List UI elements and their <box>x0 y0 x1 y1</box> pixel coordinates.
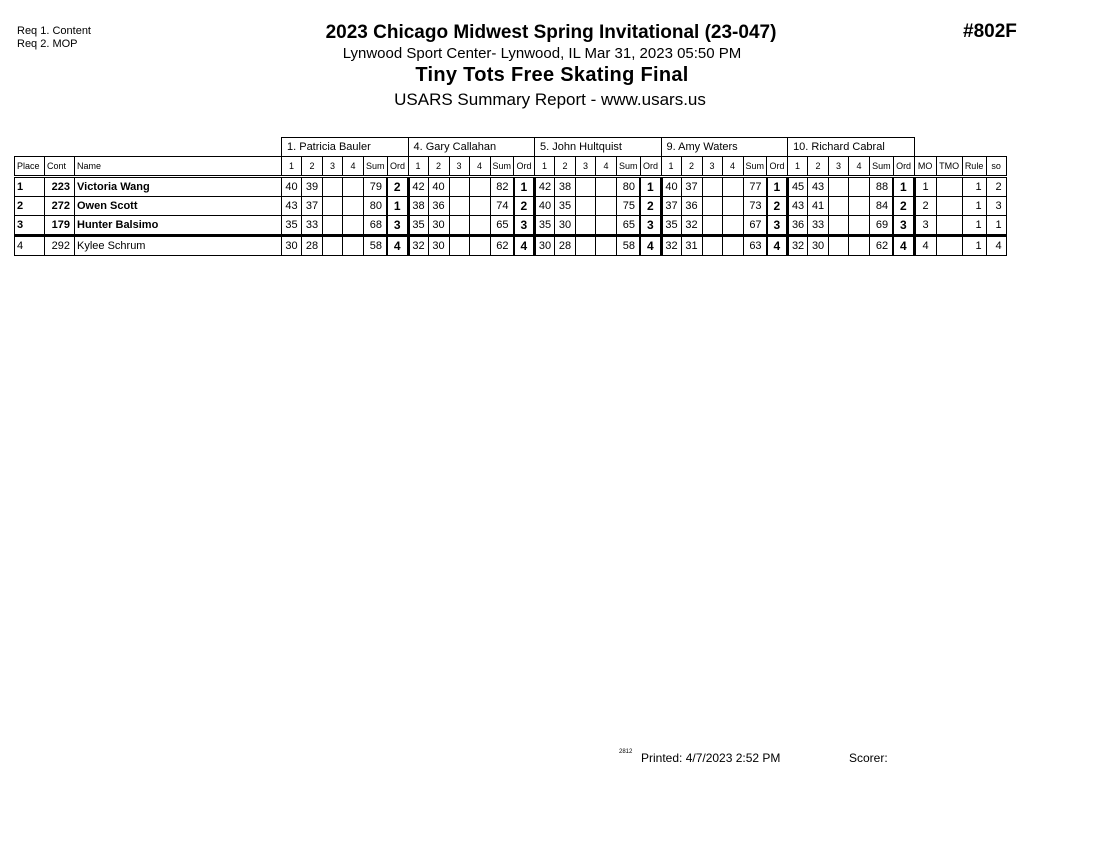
mark-cell: 35 <box>555 197 576 216</box>
col-mark: 1 <box>535 157 555 177</box>
mark-cell: 30 <box>535 236 555 256</box>
req-line-2: Req 2. MOP <box>17 38 78 50</box>
col-mo: MO <box>914 157 936 177</box>
ord-cell: 1 <box>767 177 788 197</box>
ord-cell: 1 <box>514 177 535 197</box>
mark-cell: 38 <box>408 197 428 216</box>
col-ord: Ord <box>640 157 661 177</box>
sum-cell: 68 <box>364 216 388 236</box>
mark-cell <box>343 197 364 216</box>
col-so: so <box>986 157 1006 177</box>
judge-name: 1. Patricia Bauler <box>282 138 409 157</box>
mark-cell: 35 <box>282 216 302 236</box>
mark-cell <box>469 216 490 236</box>
sum-cell: 79 <box>364 177 388 197</box>
mark-cell: 30 <box>428 236 449 256</box>
ord-cell: 3 <box>640 216 661 236</box>
sum-cell: 69 <box>870 216 894 236</box>
mark-cell <box>722 177 743 197</box>
col-mark: 3 <box>829 157 849 177</box>
col-mark: 3 <box>449 157 469 177</box>
mark-cell <box>849 197 870 216</box>
mark-cell <box>702 197 722 216</box>
mark-cell <box>829 177 849 197</box>
tmo-cell <box>936 216 962 236</box>
col-mark: 2 <box>808 157 829 177</box>
so-cell: 2 <box>986 177 1006 197</box>
col-sum: Sum <box>617 157 641 177</box>
mark-cell <box>596 236 617 256</box>
mark-cell <box>722 197 743 216</box>
mark-cell <box>596 177 617 197</box>
col-sum: Sum <box>743 157 767 177</box>
sum-cell: 62 <box>870 236 894 256</box>
mark-cell: 32 <box>408 236 428 256</box>
mark-cell: 37 <box>681 177 702 197</box>
mark-cell <box>829 197 849 216</box>
col-mark: 2 <box>555 157 576 177</box>
col-rule: Rule <box>962 157 986 177</box>
mark-cell <box>343 177 364 197</box>
skater-name: Owen Scott <box>75 197 282 216</box>
sum-cell: 84 <box>870 197 894 216</box>
sum-cell: 58 <box>364 236 388 256</box>
col-name: Name <box>75 157 282 177</box>
mark-cell: 32 <box>681 216 702 236</box>
mark-cell <box>343 216 364 236</box>
mark-cell: 43 <box>282 197 302 216</box>
mark-cell: 45 <box>788 177 808 197</box>
mark-cell: 40 <box>282 177 302 197</box>
sum-cell: 88 <box>870 177 894 197</box>
col-mark: 3 <box>323 157 343 177</box>
mark-cell <box>469 197 490 216</box>
rule-cell: 1 <box>962 236 986 256</box>
skater-name: Victoria Wang <box>75 177 282 197</box>
mark-cell <box>702 177 722 197</box>
scorer-label: Scorer: <box>849 751 888 765</box>
ord-cell: 3 <box>767 216 788 236</box>
col-place: Place <box>15 157 45 177</box>
event-number: #802F <box>963 21 1017 42</box>
ord-cell: 1 <box>640 177 661 197</box>
ord-cell: 4 <box>514 236 535 256</box>
mark-cell <box>722 216 743 236</box>
ord-cell: 2 <box>514 197 535 216</box>
mark-cell: 30 <box>808 236 829 256</box>
ord-cell: 1 <box>387 197 408 216</box>
mark-cell: 36 <box>681 197 702 216</box>
mark-cell: 35 <box>408 216 428 236</box>
mark-cell <box>449 236 469 256</box>
mark-cell: 31 <box>681 236 702 256</box>
cont-cell: 292 <box>45 236 75 256</box>
mark-cell <box>576 236 596 256</box>
competition-title: 2023 Chicago Midwest Spring Invitational (23-047) <box>325 22 777 43</box>
column-header-row <box>15 157 1007 177</box>
rule-cell: 1 <box>962 177 986 197</box>
sum-cell: 80 <box>364 197 388 216</box>
col-mark: 4 <box>722 157 743 177</box>
header-spacer <box>914 138 1006 157</box>
ord-cell: 3 <box>387 216 408 236</box>
mark-cell <box>323 197 343 216</box>
ord-cell: 2 <box>767 197 788 216</box>
cont-cell: 223 <box>45 177 75 197</box>
rule-cell: 1 <box>962 216 986 236</box>
col-mark: 4 <box>469 157 490 177</box>
col-ord: Ord <box>387 157 408 177</box>
skater-name: Hunter Balsimo <box>75 216 282 236</box>
ord-cell: 3 <box>514 216 535 236</box>
mark-cell: 36 <box>788 216 808 236</box>
sum-cell: 58 <box>617 236 641 256</box>
tmo-cell <box>936 197 962 216</box>
mark-cell: 40 <box>535 197 555 216</box>
event-name: Tiny Tots Free Skating Final <box>415 64 689 86</box>
ord-cell: 4 <box>893 236 914 256</box>
table-row <box>15 197 1007 216</box>
mark-cell: 33 <box>808 216 829 236</box>
mark-cell <box>722 236 743 256</box>
mark-cell <box>702 236 722 256</box>
mark-cell: 37 <box>661 197 681 216</box>
mark-cell: 28 <box>555 236 576 256</box>
mark-cell: 35 <box>535 216 555 236</box>
mark-cell <box>469 177 490 197</box>
mark-cell <box>849 177 870 197</box>
place-cell: 3 <box>15 216 45 236</box>
so-cell: 3 <box>986 197 1006 216</box>
mo-cell: 4 <box>914 236 936 256</box>
col-ord: Ord <box>767 157 788 177</box>
header-spacer <box>15 138 282 157</box>
venue-datetime: Lynwood Sport Center- Lynwood, IL Mar 31, 2023 05:50 PM <box>342 45 742 62</box>
ord-cell: 3 <box>893 216 914 236</box>
judge-name: 10. Richard Cabral <box>788 138 915 157</box>
ord-cell: 4 <box>387 236 408 256</box>
place-cell: 2 <box>15 197 45 216</box>
mark-cell: 42 <box>535 177 555 197</box>
table-row <box>15 236 1007 256</box>
sum-cell: 73 <box>743 197 767 216</box>
printed-timestamp: Printed: 4/7/2023 2:52 PM <box>641 751 781 765</box>
col-ord: Ord <box>514 157 535 177</box>
mark-cell <box>596 216 617 236</box>
col-mark: 4 <box>343 157 364 177</box>
table-row <box>15 177 1007 197</box>
mark-cell <box>323 236 343 256</box>
so-cell: 1 <box>986 216 1006 236</box>
col-mark: 1 <box>408 157 428 177</box>
skater-name: Kylee Schrum <box>75 236 282 256</box>
col-mark: 3 <box>576 157 596 177</box>
sum-cell: 65 <box>617 216 641 236</box>
sum-cell: 80 <box>617 177 641 197</box>
judge-name: 9. Amy Waters <box>661 138 788 157</box>
col-mark: 2 <box>428 157 449 177</box>
tmo-cell <box>936 236 962 256</box>
col-tmo: TMO <box>936 157 962 177</box>
mark-cell <box>323 177 343 197</box>
mark-cell: 41 <box>808 197 829 216</box>
col-cont: Cont <box>45 157 75 177</box>
mark-cell: 43 <box>808 177 829 197</box>
ord-cell: 2 <box>893 197 914 216</box>
mark-cell: 43 <box>788 197 808 216</box>
mark-cell: 30 <box>555 216 576 236</box>
mark-cell <box>343 236 364 256</box>
ord-cell: 2 <box>387 177 408 197</box>
mark-cell: 40 <box>428 177 449 197</box>
mark-cell <box>449 177 469 197</box>
mark-cell: 32 <box>788 236 808 256</box>
mo-cell: 3 <box>914 216 936 236</box>
rule-cell: 1 <box>962 197 986 216</box>
sum-cell: 77 <box>743 177 767 197</box>
footer-code: 2812 <box>619 749 633 755</box>
mark-cell: 30 <box>428 216 449 236</box>
sum-cell: 82 <box>490 177 514 197</box>
col-mark: 2 <box>302 157 323 177</box>
ord-cell: 4 <box>640 236 661 256</box>
cont-cell: 272 <box>45 197 75 216</box>
mo-cell: 2 <box>914 197 936 216</box>
mark-cell <box>469 236 490 256</box>
mark-cell: 42 <box>408 177 428 197</box>
col-sum: Sum <box>490 157 514 177</box>
mark-cell <box>849 216 870 236</box>
col-sum: Sum <box>870 157 894 177</box>
mark-cell: 36 <box>428 197 449 216</box>
so-cell: 4 <box>986 236 1006 256</box>
sum-cell: 75 <box>617 197 641 216</box>
mark-cell: 39 <box>302 177 323 197</box>
mark-cell <box>576 177 596 197</box>
mark-cell: 35 <box>661 216 681 236</box>
col-mark: 4 <box>596 157 617 177</box>
col-mark: 1 <box>788 157 808 177</box>
req-line-1: Req 1. Content <box>17 25 91 37</box>
sum-cell: 67 <box>743 216 767 236</box>
col-mark: 1 <box>282 157 302 177</box>
ord-cell: 4 <box>767 236 788 256</box>
mark-cell: 40 <box>661 177 681 197</box>
report-title: USARS Summary Report - www.usars.us <box>394 90 706 109</box>
sum-cell: 62 <box>490 236 514 256</box>
mark-cell: 33 <box>302 216 323 236</box>
mark-cell <box>323 216 343 236</box>
place-cell: 4 <box>15 236 45 256</box>
mo-cell: 1 <box>914 177 936 197</box>
mark-cell <box>702 216 722 236</box>
ord-cell: 1 <box>893 177 914 197</box>
col-mark: 2 <box>681 157 702 177</box>
mark-cell <box>576 197 596 216</box>
mark-cell: 32 <box>661 236 681 256</box>
col-sum: Sum <box>364 157 388 177</box>
sum-cell: 65 <box>490 216 514 236</box>
mark-cell: 30 <box>282 236 302 256</box>
mark-cell: 38 <box>555 177 576 197</box>
place-cell: 1 <box>15 177 45 197</box>
mark-cell <box>596 197 617 216</box>
mark-cell: 28 <box>302 236 323 256</box>
sum-cell: 63 <box>743 236 767 256</box>
mark-cell: 37 <box>302 197 323 216</box>
results-table <box>14 137 1007 256</box>
ord-cell: 2 <box>640 197 661 216</box>
mark-cell <box>576 216 596 236</box>
mark-cell <box>829 216 849 236</box>
judges-header-row <box>15 138 1007 157</box>
judge-name: 4. Gary Callahan <box>408 138 535 157</box>
tmo-cell <box>936 177 962 197</box>
mark-cell <box>829 236 849 256</box>
col-mark: 3 <box>702 157 722 177</box>
cont-cell: 179 <box>45 216 75 236</box>
col-mark: 4 <box>849 157 870 177</box>
mark-cell <box>849 236 870 256</box>
col-mark: 1 <box>661 157 681 177</box>
judge-name: 5. John Hultquist <box>535 138 662 157</box>
col-ord: Ord <box>893 157 914 177</box>
sum-cell: 74 <box>490 197 514 216</box>
mark-cell <box>449 216 469 236</box>
mark-cell <box>449 197 469 216</box>
table-row <box>15 216 1007 236</box>
